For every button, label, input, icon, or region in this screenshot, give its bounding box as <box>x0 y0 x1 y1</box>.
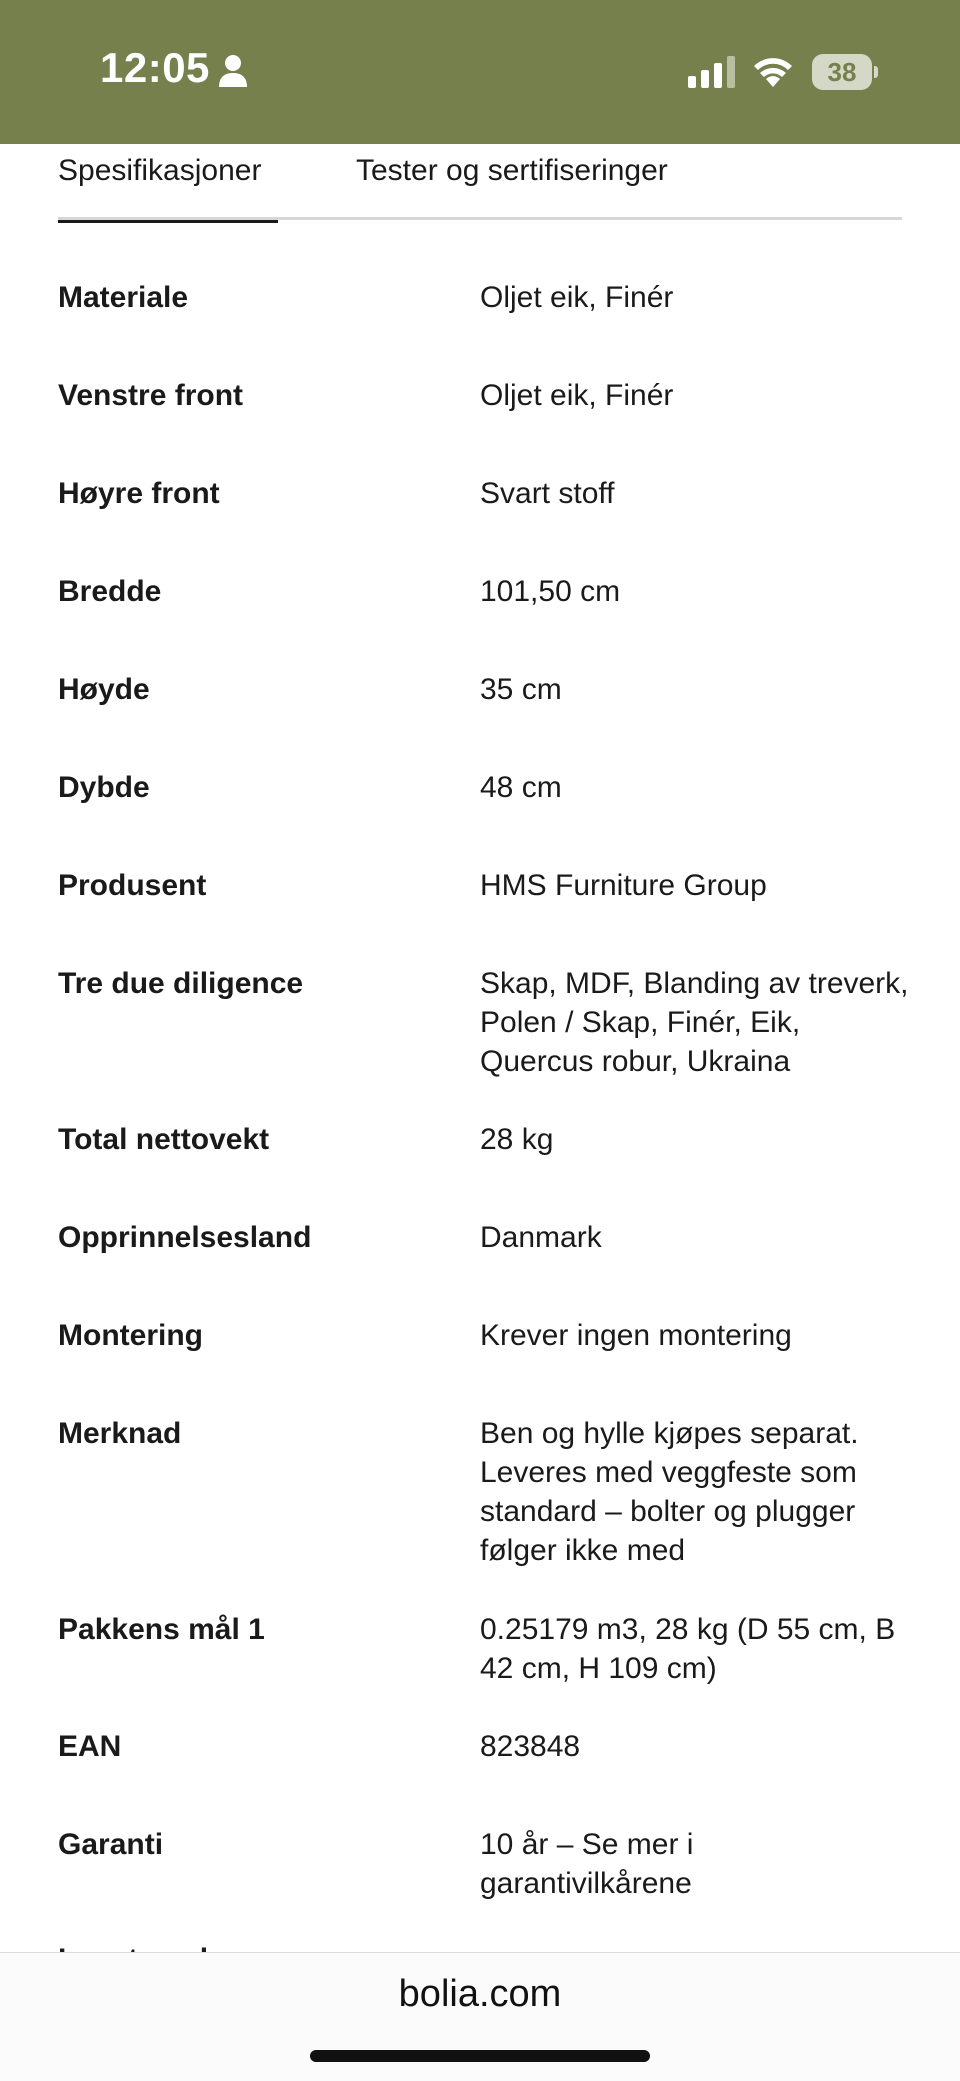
spec-label: Materiale <box>58 281 189 314</box>
spec-label: Tre due diligence <box>58 967 304 1000</box>
spec-label: Pakkens mål 1 <box>58 1613 265 1646</box>
status-time: 12:05 <box>100 44 210 91</box>
spec-label: Total nettovekt <box>58 1123 270 1156</box>
spec-value: Danmark <box>480 1221 602 1254</box>
spec-label: Dybde <box>58 771 150 804</box>
home-indicator[interactable] <box>310 2050 650 2062</box>
spec-label: Produsent <box>58 869 207 902</box>
spec-value: 0.25179 m3, 28 kg (D 55 cm, B 42 cm, H 109 cm) <box>480 1613 896 1685</box>
spec-tabs <box>58 144 902 220</box>
spec-label: Opprinnelsesland <box>58 1221 312 1254</box>
tab-tests-certifications[interactable]: Tester og sertifiseringer <box>356 154 668 187</box>
battery-level: 38 <box>827 57 857 87</box>
spec-value: 823848 <box>480 1730 581 1763</box>
spec-label: Høyde <box>58 673 150 706</box>
status-bar <box>0 0 960 144</box>
spec-value: Krever ingen montering <box>480 1319 792 1352</box>
spec-value: Ben og hylle kjøpes separat. Leveres med veggfeste som standard – bolter og plugger følger ikke med <box>480 1417 859 1567</box>
spec-label: Montering <box>58 1319 203 1352</box>
spec-value: 10 år – Se mer i garantivilkårene <box>480 1828 694 1900</box>
spec-value: Svart stoff <box>480 477 615 510</box>
spec-value: HMS Furniture Group <box>480 869 767 902</box>
spec-value: 101,50 cm <box>480 575 621 608</box>
spec-value: Oljet eik, Finér <box>480 379 674 412</box>
spec-value: 48 cm <box>480 771 562 804</box>
tab-specifications[interactable]: Spesifikasjoner <box>58 154 278 220</box>
wifi-icon <box>752 54 794 88</box>
spec-label: EAN <box>58 1730 122 1763</box>
battery-icon <box>812 54 878 90</box>
spec-value: Oljet eik, Finér <box>480 281 674 314</box>
spec-value: 28 kg <box>480 1123 554 1156</box>
url-text[interactable]: bolia.com <box>398 1973 562 2015</box>
person-icon <box>218 54 248 88</box>
spec-label: Garanti <box>58 1828 164 1861</box>
spec-label: Venstre front <box>58 379 244 412</box>
spec-label: Bredde <box>58 575 162 608</box>
spec-value: Skap, MDF, Blanding av treverk, Polen / Skap, Finér, Eik, Quercus robur, Ukraina <box>480 967 909 1078</box>
spec-label: Merknad <box>58 1417 182 1450</box>
signal-icon <box>688 56 736 88</box>
spec-label: Høyre front <box>58 477 220 510</box>
spec-value: 35 cm <box>480 673 562 706</box>
